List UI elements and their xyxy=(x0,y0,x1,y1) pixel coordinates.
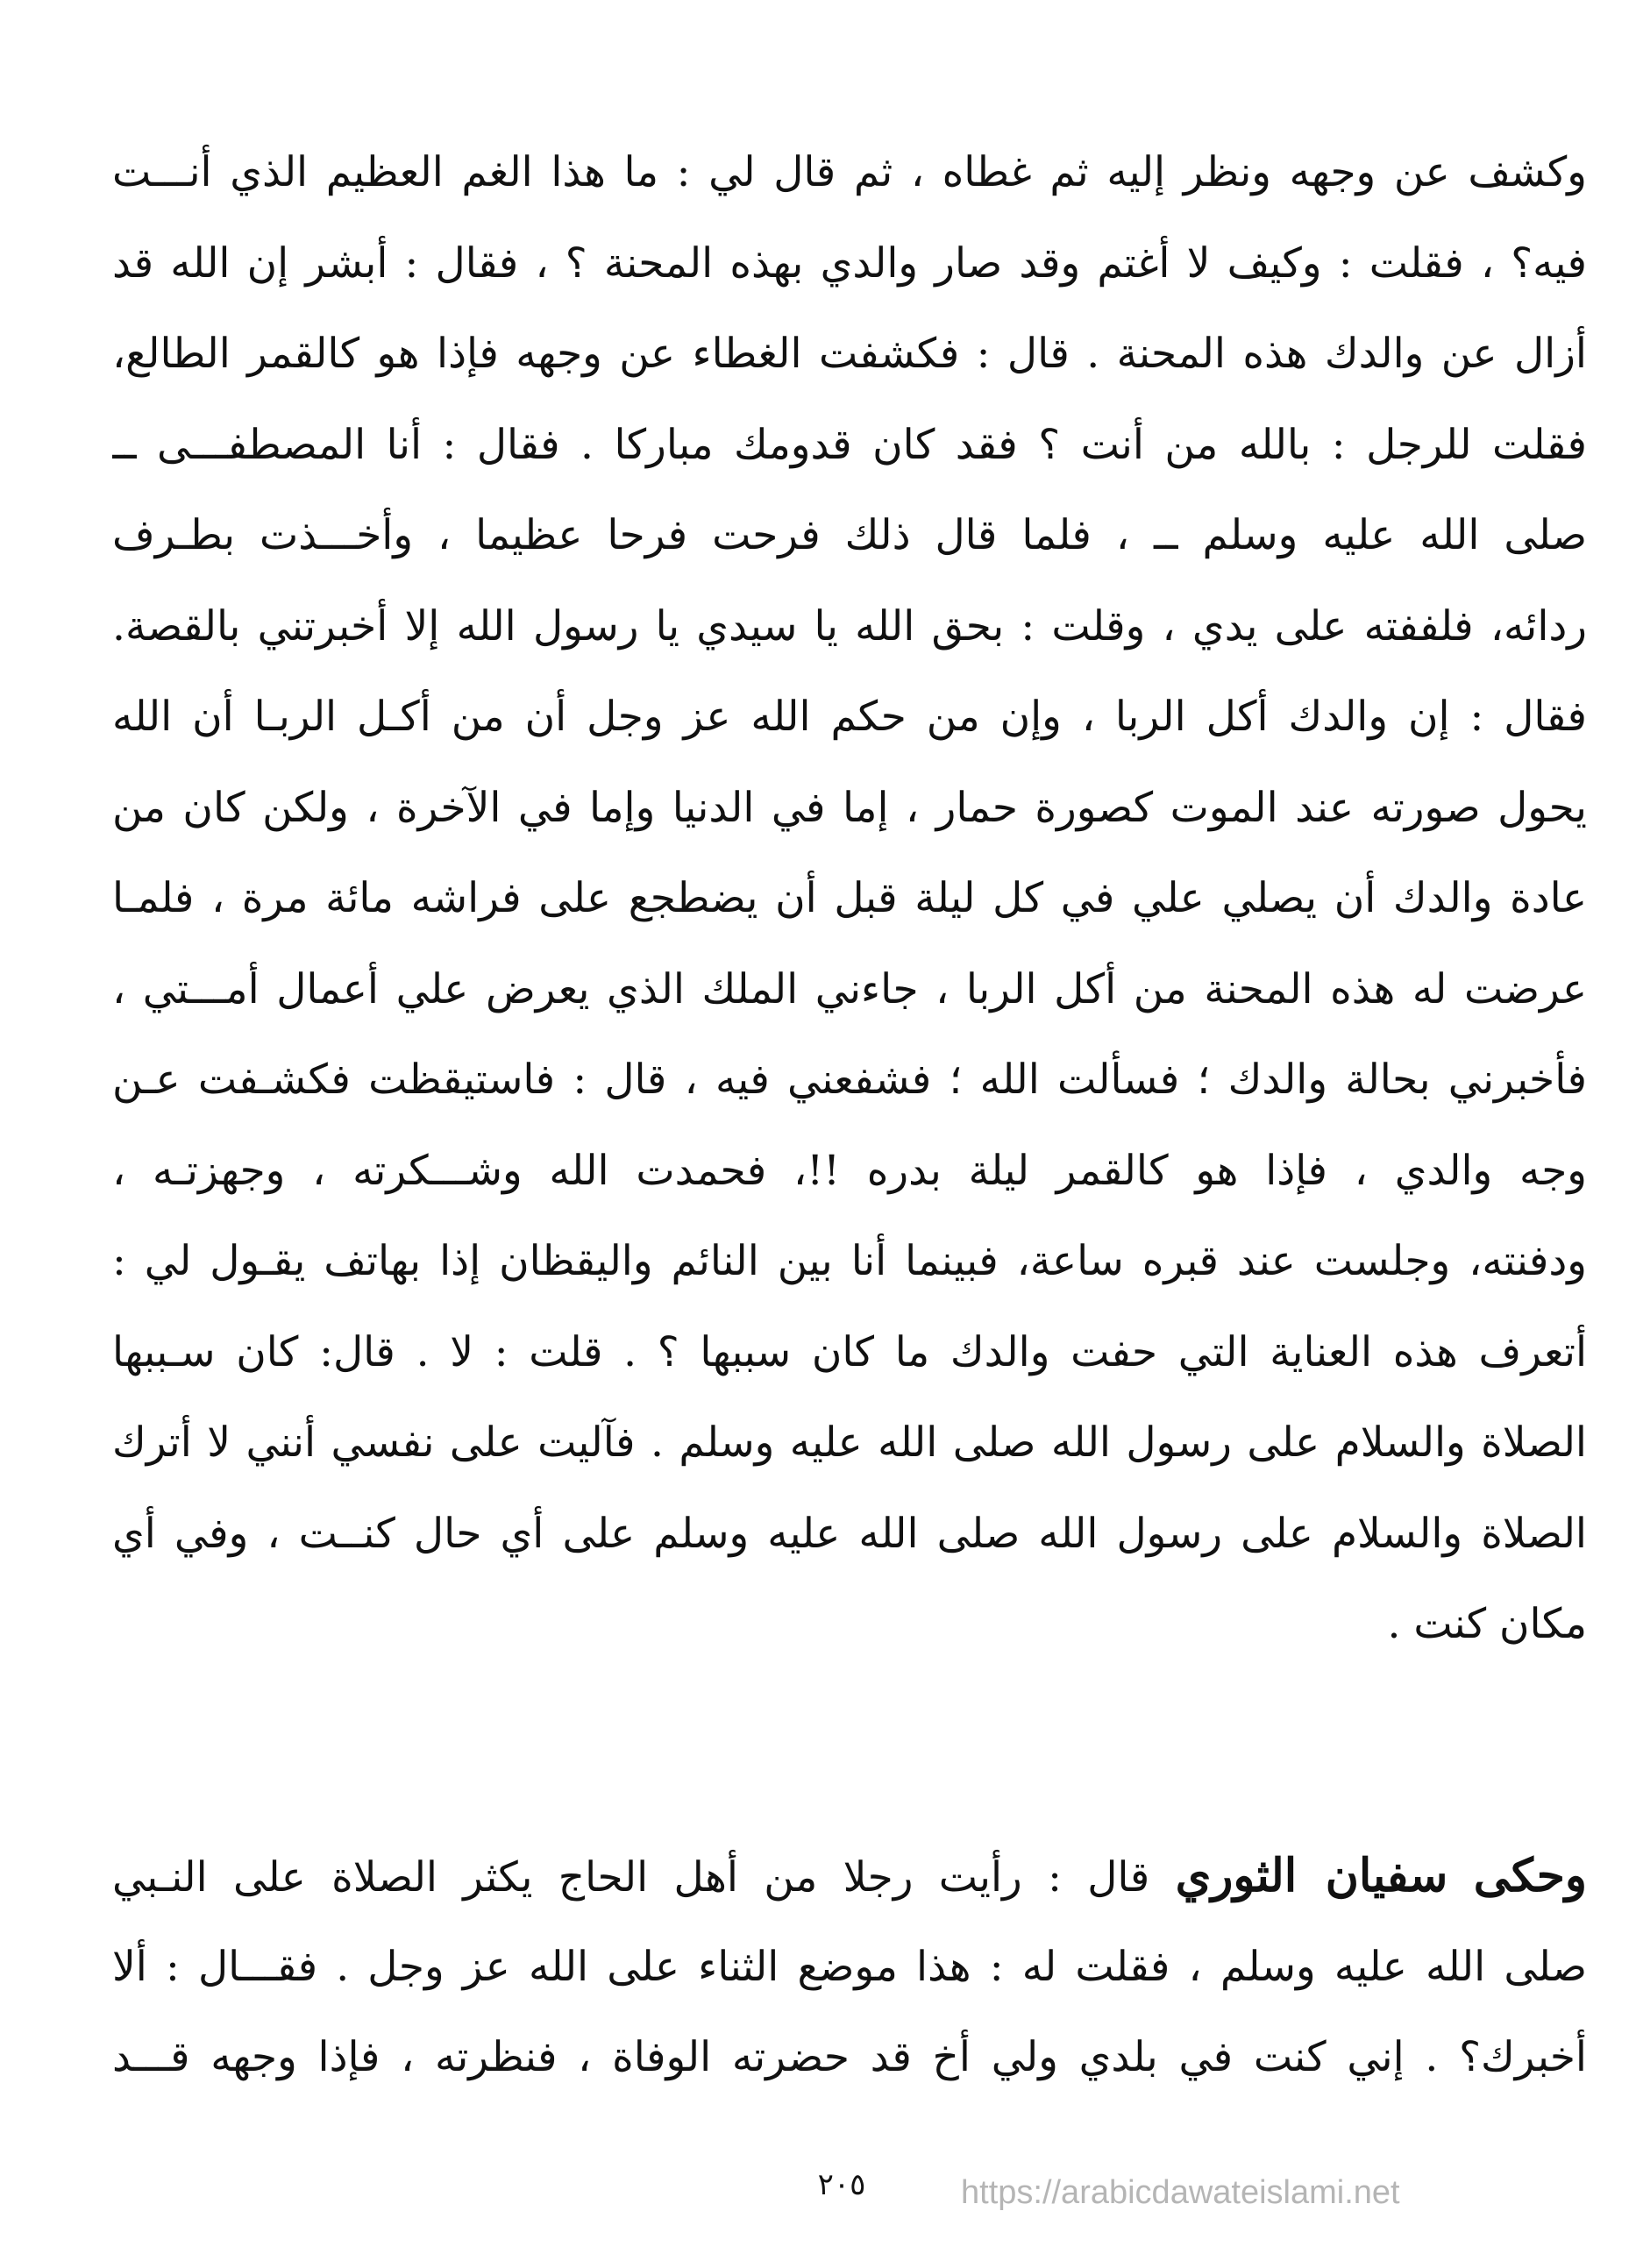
website-watermark: https://arabicdawateislami.net xyxy=(961,2174,1400,2211)
text-line: أتعرف هذه العناية التي حفت والدك ما كان سببها ؟ . قلت : لا . قال: كان سـببها xyxy=(112,1327,1587,1376)
text-line: عادة والدك أن يصلي علي في كل ليلة قبل أن يضطجع على فراشه مائة مرة ، فلمـا xyxy=(112,874,1587,922)
page-number: ٢٠٥ xyxy=(817,2167,866,2202)
text-line: فقلت للرجل : بالله من أنت ؟ فقد كان قدومك مباركا . فقال : أنا المصطفـــى ــ xyxy=(112,420,1587,469)
paragraph-sufyan-story xyxy=(112,1831,1587,2103)
text-line: ردائه، فلففته على يدي ، وقلت : بحق الله يا سيدي يا رسول الله إلا أخبرتني بالقصة. xyxy=(112,601,1587,651)
text-line-last: مكان كنت . xyxy=(1387,1600,1587,1648)
text-line: وجه والدي ، فإذا هو كالقمر ليلة بدره !!، فحمدت الله وشـــكرته ، وجهزتـه ، xyxy=(112,1146,1587,1195)
text-line: أزال عن والدك هذه المحنة . قال : فكشفت الغطاء عن وجهه فإذا هو كالقمر الطالع، xyxy=(112,330,1587,378)
text-line: عرضت له هذه المحنة من أكل الربا ، جاءني الملك الذي يعرض علي أعمال أمـــتي ، xyxy=(112,964,1587,1013)
text-line: فقال : إن والدك أكل الربا ، وإن من حكم الله عز وجل أن من أكـل الربـا أن الله xyxy=(112,693,1587,741)
text-line: أخبرك؟ . إني كنت في بلدي ولي أخ قد حضرته الوفاة ، فنظرته ، فإذا وجهه قـــد xyxy=(112,2033,1587,2081)
text-line: فأخبرني بحالة والدك ؛ فسألت الله ؛ فشفعني فيه ، قال : فاستيقظت فكشـفت عـن xyxy=(112,1056,1587,1104)
paragraph-story-continuation xyxy=(112,127,1587,1670)
text-line: الصلاة والسلام على رسول الله صلى الله عليه وسلم . فآليت على نفسي أنني لا أترك xyxy=(112,1418,1587,1467)
opening-word: وحكى xyxy=(1473,1849,1587,1902)
text-line: يحول صورته عند الموت كصورة حمار ، إما في الدنيا وإما في الآخرة ، ولكن كان من xyxy=(112,783,1587,832)
narrator-name: سفيان الثوري xyxy=(1175,1849,1448,1902)
text-line: ودفنته، وجلست عند قبره ساعة، فبينما أنا بين النائم واليقظان إذا بهاتف يقـول لي : xyxy=(112,1237,1587,1285)
text-line: صلى الله عليه وسلم ــ ، فلما قال ذلك فرحت فرحا عظيما ، وأخـــذت بطـرف xyxy=(112,511,1587,559)
text-line: الصلاة والسلام على رسول الله صلى الله عليه وسلم على أي حال كنــت ، وفي أي xyxy=(112,1509,1587,1558)
text-line: صلى الله عليه وسلم ، فقلت له : هذا موضع الثناء على الله عز وجل . فقـــال : ألا xyxy=(112,1942,1587,1991)
opening-text: قال : رأيت رجلا من أهل الحاج يكثر الصلاة على النـبي xyxy=(112,1853,1150,1902)
text-line-opening xyxy=(112,1831,1587,1922)
text-line: فيه؟ ، فقلت : وكيف لا أغتم وقد صار والدي بهذه المحنة ؟ ، فقال : أبشر إن الله قد xyxy=(112,238,1587,288)
text-line: وكشف عن وجهه ونظر إليه ثم غطاه ، ثم قال لي : ما هذا الغم العظيم الذي أنـــت xyxy=(112,148,1587,196)
